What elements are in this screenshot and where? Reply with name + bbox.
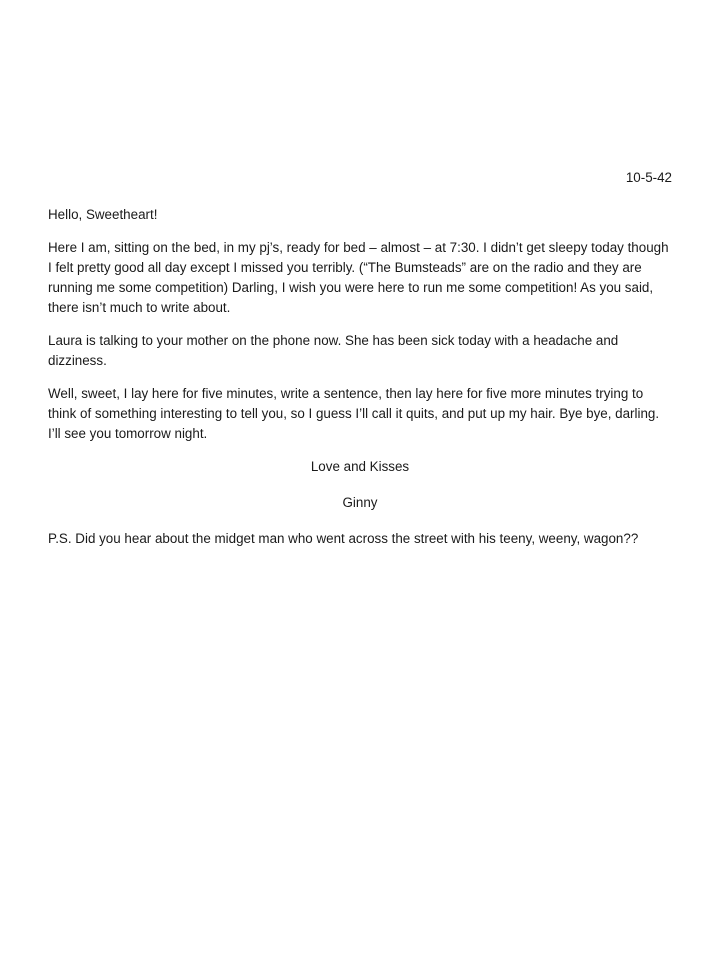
letter-signature: Ginny [342, 495, 378, 510]
letter-greeting: Hello, Sweetheart! [48, 207, 158, 222]
letter-page [48, 168, 672, 562]
letter-paragraph-3: Well, sweet, I lay here for five minutes, write a sentence, then lay here for five more minutes trying to think of something interesting to tell you, so I guess I’ll call it quits, and put up my hair. Bye bye, darling. I’ll see you tomorrow night. [48, 386, 660, 441]
letter-paragraph-2: Laura is talking to your mother on the phone now. She has been sick today with a headache and dizziness. [48, 333, 619, 368]
letter-date: 10-5-42 [625, 170, 672, 185]
letter-postscript: P.S. Did you hear about the midget man who went across the street with his teeny, weeny, wagon?? [48, 531, 639, 546]
letter-closing: Love and Kisses [310, 459, 410, 474]
letter-paragraph-1: Here I am, sitting on the bed, in my pj’s, ready for bed – almost – at 7:30. I didn’t get sleepy today though I felt pretty good all day except I missed you terribly. (“The Bumsteads” are on the radio and they are running me some competition) Darling, I wish you were here to run me some competition! As you said, there isn’t much to write about. [48, 240, 669, 315]
